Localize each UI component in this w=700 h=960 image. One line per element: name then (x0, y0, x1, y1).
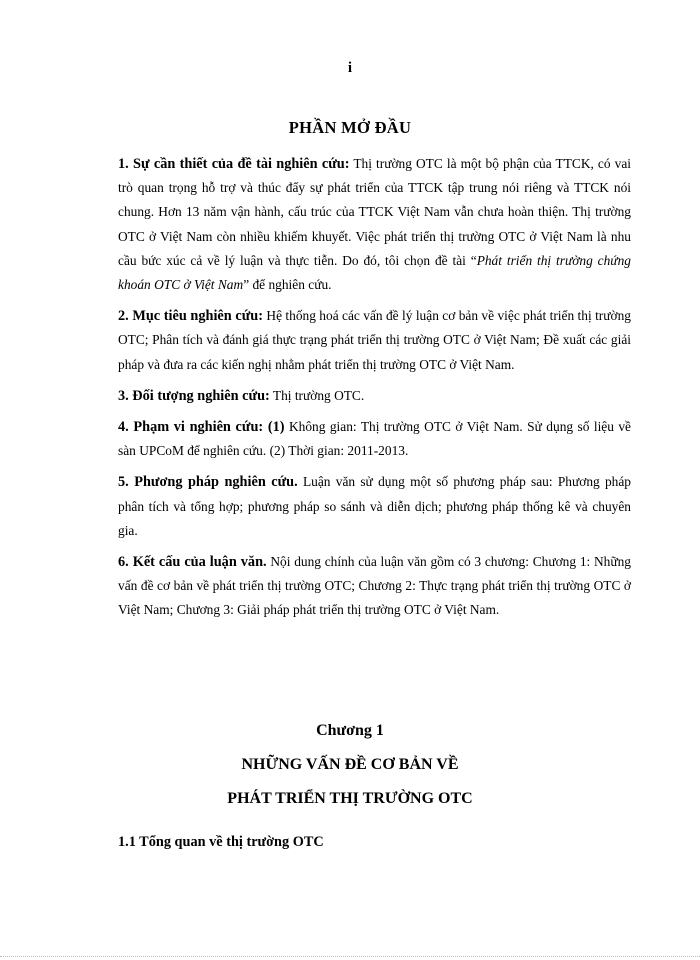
paragraph-heading: 6. Kết cấu của luận văn. (118, 554, 267, 571)
paragraph-heading: 1. Sự cần thiết của đề tài nghiên cứu: (118, 156, 350, 172)
document-body (118, 152, 631, 630)
paragraph-text: Không gian: Thị trường OTC ở Việt Nam. Sử dụng số liệu về sàn UPCoM để nghiên cứu. (2) Thời gian: 2011-2013. (118, 419, 632, 459)
paragraph-heading: 2. Mục tiêu nghiên cứu: (118, 308, 263, 325)
paragraph-subject (118, 384, 631, 408)
page-title: PHẦN MỞ ĐẦU (288, 118, 412, 137)
chapter-label: Chương 1 (316, 722, 384, 739)
paragraph-text: Thị trường OTC là một bộ phận của TTCK, có vai trò quan trọng hỗ trợ và thúc đẩy sự phát triển của TTCK tập trung nói riêng và TTCK nói chung. Hơn 13 năm vận hành, cấu trúc của TTCK Việt Nam vẫn chưa hoàn thiện. Thị trường OTC ở Việt Nam còn nhiều khiếm khuyết. Việc phát triển thị trường OTC ở Việt Nam là nhu cầu bức xúc cả về lý luận và thực tiễn. Do đó, tôi chọn đề tài “ (118, 156, 631, 268)
paragraph-text: Luận văn sử dụng một số phương pháp sau: Phương pháp phân tích và tổng hợp; phương pháp so sánh và diễn dịch; phương pháp thống kê và chuyên gia. (118, 474, 632, 538)
paragraph-text: Hệ thống hoá các vấn đề lý luận cơ bản về việc phát triển thị trường OTC; Phân tích và đánh giá thực trạng phát triển thị trường OTC ở Việt Nam; Đề xuất các giải pháp và đưa ra các kiến nghị nhằm phát triển thị trường OTC ở Việt Nam. (118, 308, 631, 372)
paragraph-necessity (118, 152, 631, 297)
paragraph-text: Nội dung chính của luận văn gồm có 3 chương: Chương 1: Những vấn đề cơ bản về phát triển thị trường OTC; Chương 2: Thực trạng phát triển thị trường OTC ở Việt Nam; Chương 3: Giải pháp phát triển thị trường OTC ở Việt Nam. (118, 554, 631, 618)
paragraph-heading: 5. Phương pháp nghiên cứu. (118, 474, 298, 491)
paragraph-methods (118, 470, 631, 543)
paragraph-heading: (1) (263, 419, 285, 436)
paragraph-heading: 4. Phạm vi nghiên cứu: (118, 419, 264, 436)
page-number: i (347, 60, 353, 76)
chapter-title-line1: NHỮNG VẤN ĐỀ CƠ BẢN VỀ (241, 756, 459, 773)
paragraph-objectives (118, 304, 631, 377)
page-bottom-divider (0, 956, 700, 958)
paragraph-scope (118, 415, 631, 463)
paragraph-heading: 3. Đối tượng nghiên cứu: (118, 387, 270, 404)
paragraph-text: ” để nghiên cứu. (243, 277, 332, 293)
paragraph-structure (118, 550, 631, 623)
section-heading: 1.1 Tổng quan về thị trường OTC (118, 834, 324, 850)
thesis-title: Phát triển thị trường chứng khoán OTC ở Việt Nam (118, 252, 631, 293)
chapter-title-line2: PHÁT TRIỂN THỊ TRƯỜNG OTC (227, 790, 473, 807)
paragraph-text: Thị trường OTC. (269, 387, 365, 403)
